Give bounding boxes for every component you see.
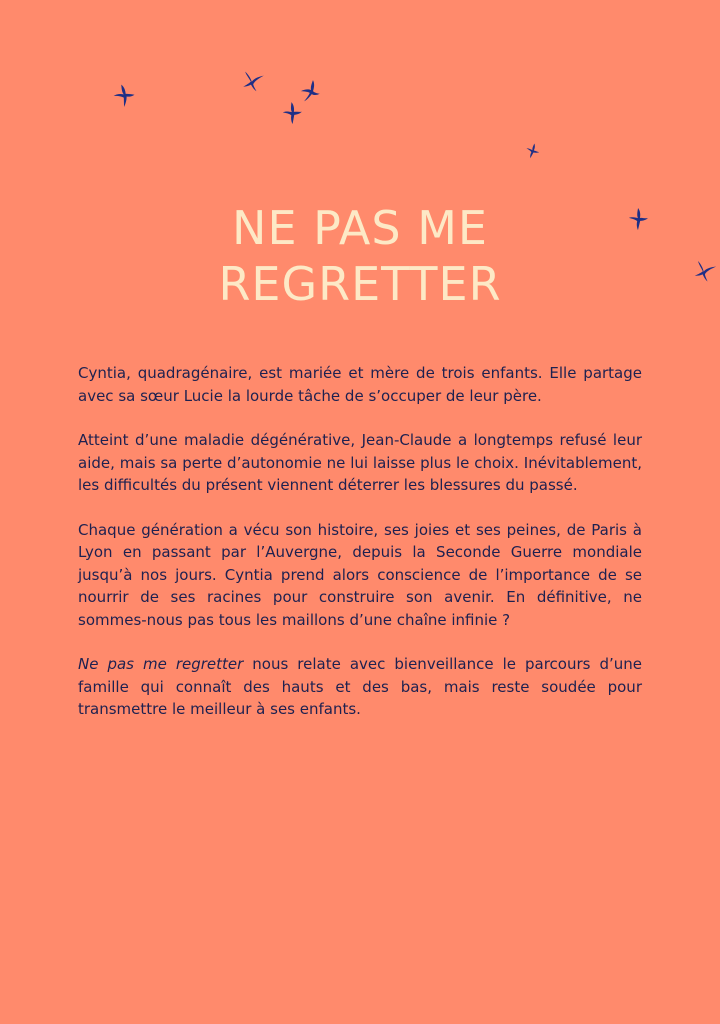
book-title [0, 200, 720, 312]
synopsis-paragraph-3: Chaque génération a vécu son histoire, ses joies et ses peines, de Paris à Lyon en passant par l’Auvergne, depuis la Seconde Guerre mondiale jusqu’à nos jours. Cyntia prend alors conscience de l’importance de se nourrir de ses racines pour construire son avenir. En définitive, ne sommes-nous pas tous les maillons d’une chaîne infinie ? [78, 520, 642, 629]
book-title-inline: Ne pas me regretter [78, 655, 244, 673]
synopsis-paragraph-1: Cyntia, quadragénaire, est mariée et mère de trois enfants. Elle partage avec sa sœur Lucie la lourde tâche de s’occuper de leur père. [78, 364, 642, 405]
bird-icon [237, 65, 269, 97]
synopsis [78, 362, 642, 743]
bird-icon [523, 141, 544, 162]
synopsis-paragraph-2: Atteint d’une maladie dégénérative, Jean-Claude a longtemps refusé leur aide, mais sa perte d’autonomie ne lui laisse plus le choix. Inévitablement, les difficultés du présent viennent déterrer les blessures du passé. [78, 431, 642, 494]
book-title-line-1: NE PAS ME [232, 201, 488, 255]
synopsis-paragraph-4 [78, 653, 642, 721]
bird-icon [278, 98, 307, 127]
book-title-line-2: REGRETTER [218, 257, 502, 311]
bird-icon [108, 78, 141, 111]
synopsis-paragraph-4-text: nous relate avec bienveillance le parcours d’une famille qui connaît des hauts et des bas, mais reste soudée pour transmettre le meilleur à ses enfants. [78, 655, 642, 718]
